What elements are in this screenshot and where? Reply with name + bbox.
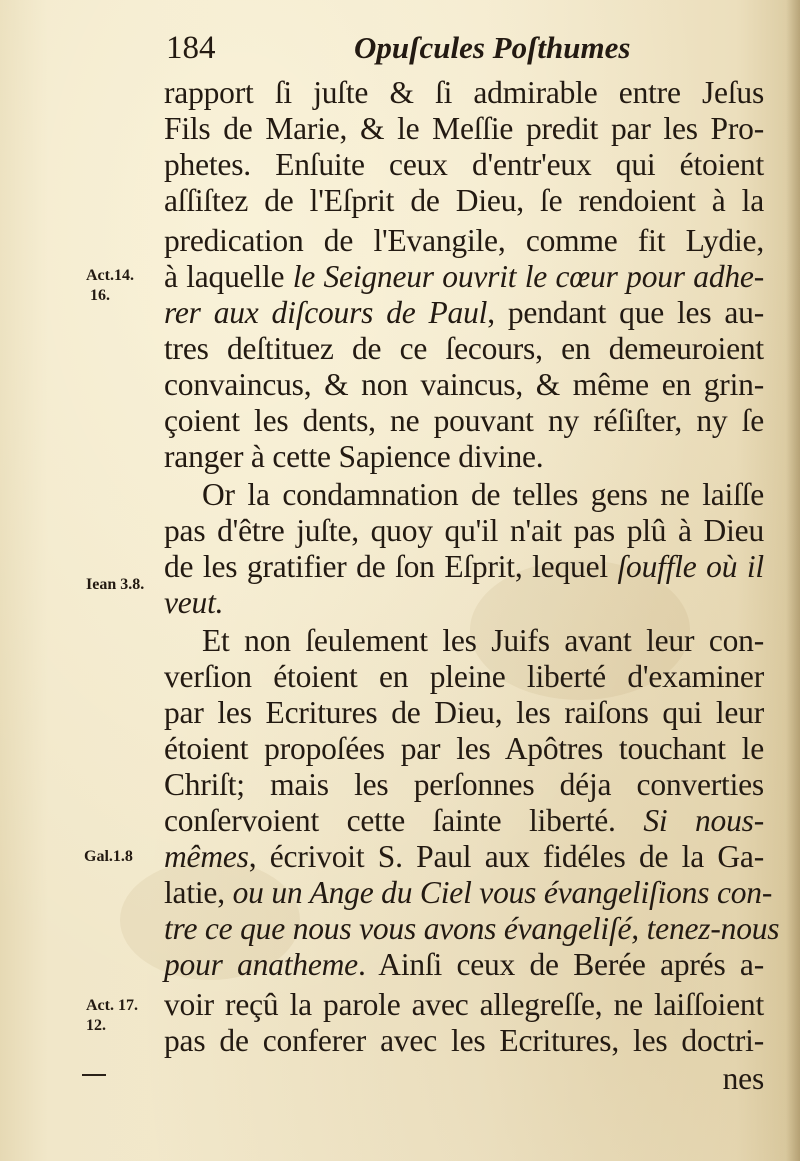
text-segment: voir reçû la parole avec allegreſſe, ne laiſſoient — [164, 987, 764, 1022]
text-segment: Or la condamnation de telles gens ne laiſſe — [202, 477, 764, 512]
text-segment: aſſiſtez de l'Eſprit de Dieu, ſe rendoient à la — [164, 183, 764, 218]
text-segment: par les Ecritures de Dieu, les raiſons qui leur — [164, 695, 764, 730]
text-segment: , pendant que les au- — [487, 295, 764, 330]
italic-segment: veut. — [164, 585, 224, 620]
text-segment: Et non ſeulement les Juifs avant leur con- — [202, 623, 764, 658]
text-line — [164, 476, 764, 514]
italic-segment: ſouffle où il — [617, 549, 764, 584]
text-line — [164, 222, 764, 260]
margin-note-acts-17-verse: 12. — [86, 1017, 106, 1034]
italic-segment: tre ce que nous vous avons évangeliſé, tenez-nous — [164, 911, 780, 946]
text-line — [164, 512, 764, 550]
margin-note-acts-14-verse: 16. — [90, 287, 110, 304]
italic-segment: le Seigneur ouvrit le cœur pour adhe- — [292, 259, 764, 294]
text-segment: . Ainſi ceux de Berée aprés a- — [357, 947, 764, 982]
text-line — [164, 146, 764, 184]
text-segment: ranger à cette Sapience divine. — [164, 439, 544, 474]
text-line — [164, 658, 764, 696]
text-segment: pas de conferer avec les Ecritures, les doctri- — [164, 1023, 764, 1058]
italic-segment: rer aux diſcours de Paul — [164, 295, 488, 330]
text-segment: nes — [722, 1061, 764, 1096]
text-line — [164, 802, 764, 840]
text-line — [164, 548, 764, 586]
margin-rule — [82, 1074, 106, 1076]
running-title: Opuſcules Poſthumes — [354, 30, 631, 65]
text-line — [164, 330, 764, 368]
text-segment: latie, — [164, 875, 233, 910]
text-segment: Fils de Marie, & le Meſſie predit par les Pro- — [164, 111, 764, 146]
text-line — [164, 986, 764, 1024]
text-line — [164, 946, 764, 984]
italic-segment: ou un Ange du Ciel vous évangeliſions con- — [232, 875, 773, 910]
margin-note-acts-17: Act. 17. — [86, 997, 138, 1014]
catchword — [164, 1060, 764, 1098]
text-line — [164, 766, 764, 804]
text-segment: de les gratifier de ſon Eſprit, lequel — [164, 549, 618, 584]
text-segment: pas d'être juſte, quoy qu'il n'ait pas plû à Dieu — [164, 513, 764, 548]
text-segment: Chriſt; mais les perſonnes déja converties — [164, 767, 764, 802]
text-line — [164, 694, 764, 732]
text-line — [164, 110, 764, 148]
margin-note-acts-14: Act.14. — [86, 267, 134, 284]
text-line — [164, 622, 764, 660]
italic-segment: pour anatheme — [164, 947, 358, 982]
page-header — [162, 30, 762, 74]
text-segment: predication de l'Evangile, comme fit Lydie, — [164, 223, 764, 258]
text-segment: çoient les dents, ne pouvant ny réſiſter, ny ſe — [164, 403, 764, 438]
margin-note-gal-1: Gal.1.8 — [84, 848, 133, 865]
text-line — [164, 730, 764, 768]
text-line — [164, 402, 764, 440]
text-segment: rapport ſi juſte & ſi admirable entre Jeſus — [164, 75, 764, 110]
text-segment: conſervoient cette ſainte liberté. — [164, 803, 644, 838]
text-line — [164, 74, 764, 112]
text-line — [164, 910, 780, 948]
text-line — [164, 584, 764, 622]
text-segment: phetes. Enſuite ceux d'entr'eux qui étoient — [164, 147, 764, 182]
text-segment: tres deſtituez de ce ſecours, en demeuroient — [164, 331, 764, 366]
page-edge-shadow — [786, 0, 800, 1161]
text-segment: convaincus, & non vaincus, & même en grin- — [164, 367, 764, 402]
text-line — [164, 1022, 764, 1060]
text-segment: verſion étoient en pleine liberté d'examiner — [164, 659, 764, 694]
italic-segment: mêmes — [164, 839, 249, 874]
italic-segment: Si nous- — [643, 803, 764, 838]
text-segment: étoient propoſées par les Apôtres touchant le — [164, 731, 764, 766]
text-line — [164, 874, 773, 912]
page-number: 184 — [166, 30, 216, 66]
text-line — [164, 258, 764, 296]
text-line — [164, 182, 764, 220]
margin-note-jean-3: Iean 3.8. — [86, 576, 145, 593]
text-line — [164, 438, 764, 476]
text-line — [164, 838, 764, 876]
text-segment: à laquelle — [164, 259, 293, 294]
text-line — [164, 366, 764, 404]
text-line — [164, 294, 764, 332]
text-segment: , écrivoit S. Paul aux fidéles de la Ga- — [248, 839, 764, 874]
